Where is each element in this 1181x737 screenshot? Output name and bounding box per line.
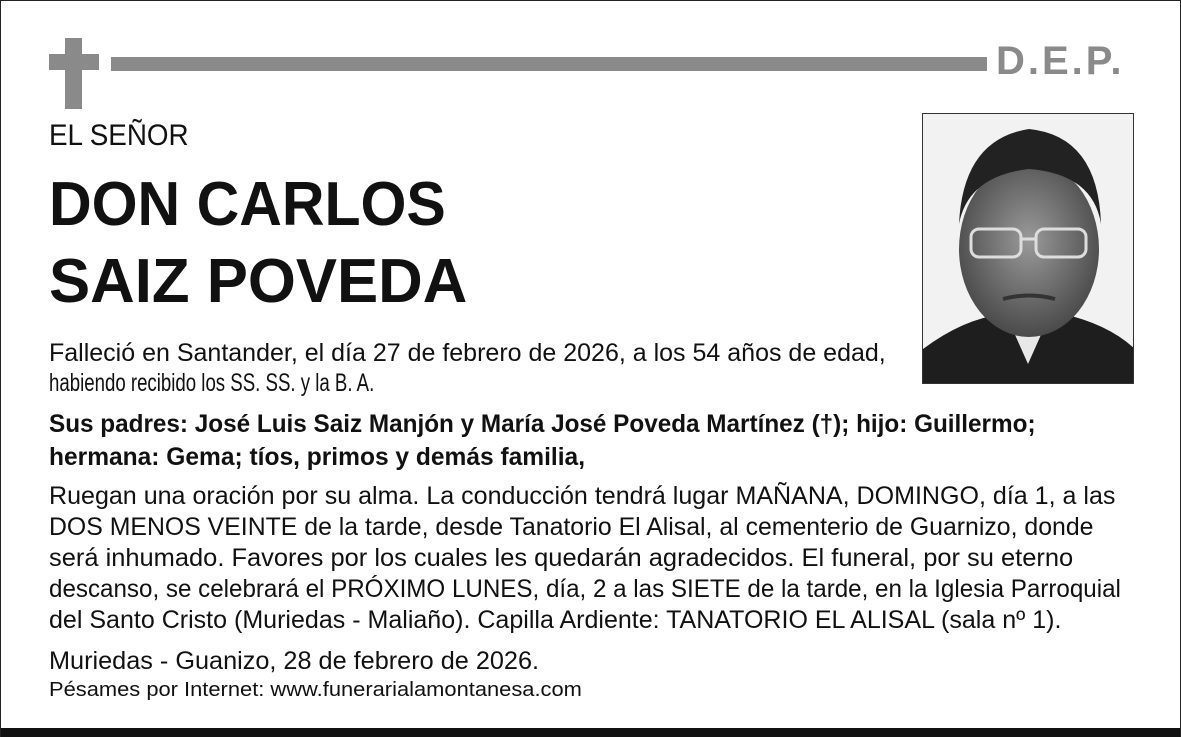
deceased-name-line1: DON CARLOS [49,170,446,239]
deceased-name-line2: SAIZ POVEDA [49,247,468,316]
cross-icon [65,38,82,109]
title-prefix: EL SEÑOR [49,119,189,152]
header-rule [111,57,987,71]
place-date: Muriedas - Guanizo, 28 de febrero de 2026. [49,647,540,675]
service-text-line: será inhumado. Favores por los cuales les quedarán agradecidos. El funeral, por su eterno [49,544,1074,572]
service-text-line: DOS MENOS VEINTE de la tarde, desde Tanatorio El Alisal, al cementerio de Guarnizo, donde [49,513,1094,541]
dep-label: D.E.P. [996,39,1125,83]
deceased-photo [922,113,1134,384]
family-text-line: hermana: Gema; tíos, primos y demás familia, [49,443,586,471]
cross-icon-bar [49,54,99,70]
condolences-link[interactable]: Pésames por Internet: www.funerarialamontanesa.com [49,679,582,701]
family-text-line: Sus padres: José Luis Saiz Manjón y María José Poveda Martínez (†); hijo: Guillermo; [49,410,1036,438]
service-text-line: del Santo Cristo (Muriedas - Maliaño). Capilla Ardiente: TANATORIO EL ALISAL (sala nº 1). [49,606,1062,634]
bottom-rule [1,728,1180,737]
service-text-line: descanso, se celebrará el PRÓXIMO LUNES, día, 2 a las SIETE de la tarde, en la Iglesia Parroquial [49,575,1121,603]
death-text-line: Falleció en Santander, el día 27 de febrero de 2026, a los 54 años de edad, [49,339,886,367]
death-text-line: habiendo recibido los SS. SS. y la B. A. [49,369,375,397]
service-text-line: Ruegan una oración por su alma. La conducción tendrá lugar MAÑANA, DOMINGO, día 1, a las [49,482,1116,510]
